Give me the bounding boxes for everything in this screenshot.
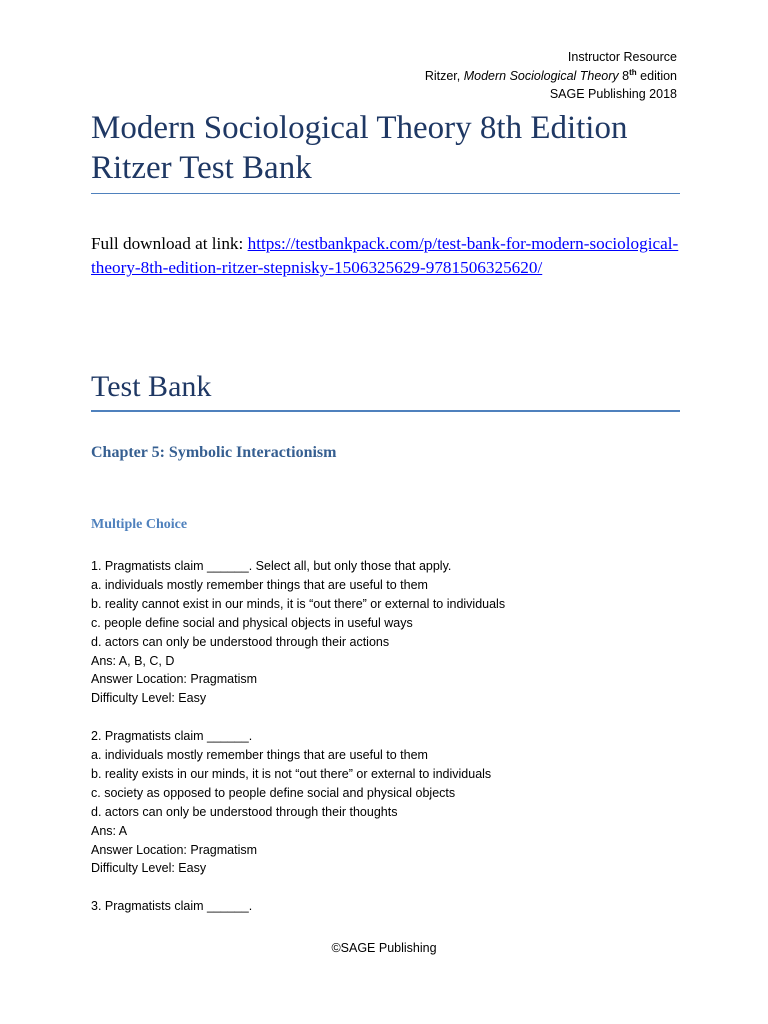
answer-key: Ans: A	[91, 823, 128, 838]
answer-key: Ans: A, B, C, D	[91, 653, 175, 668]
answer-option: d. actors can only be understood through their actions	[91, 634, 390, 649]
section-title: Test Bank	[91, 370, 212, 403]
page-footer: ©SAGE Publishing	[331, 941, 437, 955]
title-divider	[91, 193, 680, 194]
chapter-heading: Chapter 5: Symbolic Interactionism	[91, 444, 337, 461]
difficulty-level: Difficulty Level: Easy	[91, 861, 207, 876]
question-item	[91, 727, 691, 878]
difficulty-level: Difficulty Level: Easy	[91, 691, 207, 706]
answer-option: d. actors can only be understood through their thoughts	[91, 804, 398, 819]
question-stem: 1. Pragmatists claim ______. Select all, but only those that apply.	[91, 559, 452, 573]
question-list	[91, 557, 691, 935]
answer-option: c. people define social and physical objects in useful ways	[91, 615, 413, 630]
multiple-choice-heading: Multiple Choice	[91, 517, 188, 532]
answer-option: a. individuals mostly remember things that are useful to them	[91, 577, 428, 592]
header-edition-suffix: th	[629, 67, 637, 77]
answer-option: b. reality cannot exist in our minds, it is “out there” or external to individuals	[91, 596, 506, 611]
answer-location: Answer Location: Pragmatism	[91, 672, 258, 687]
header-book-title: Modern Sociological Theory	[463, 68, 619, 83]
question-stem: 2. Pragmatists claim ______.	[91, 729, 253, 744]
header-resource: Instructor Resource	[567, 50, 677, 64]
header-book	[425, 67, 677, 86]
question-stem: 3. Pragmatists claim ______.	[91, 899, 253, 914]
header-author: Ritzer,	[424, 68, 464, 83]
question-item	[91, 557, 691, 708]
section-divider	[91, 410, 680, 412]
question-item	[91, 897, 691, 916]
header-publisher: SAGE Publishing 2018	[549, 87, 677, 102]
document-title: Modern Sociological Theory 8th Edition Ritzer Test Bank	[91, 110, 628, 186]
answer-option: b. reality exists in our minds, it is not “out there” or external to individuals	[91, 766, 492, 781]
download-link[interactable]: https://testbankpack.com/p/test-bank-for-modern-sociological-theory-8th-edition-ritzer-stepnisky-1506325629-9781506325620/	[91, 234, 679, 277]
header-edition-label: edition	[636, 68, 677, 83]
running-header	[425, 48, 677, 104]
answer-option: c. society as opposed to people define social and physical objects	[91, 785, 456, 800]
download-label: Full download at link:	[91, 234, 248, 253]
download-paragraph	[91, 232, 691, 280]
answer-location: Answer Location: Pragmatism	[91, 842, 258, 857]
header-edition-number: 8	[618, 68, 630, 83]
answer-option: a. individuals mostly remember things that are useful to them	[91, 748, 428, 763]
